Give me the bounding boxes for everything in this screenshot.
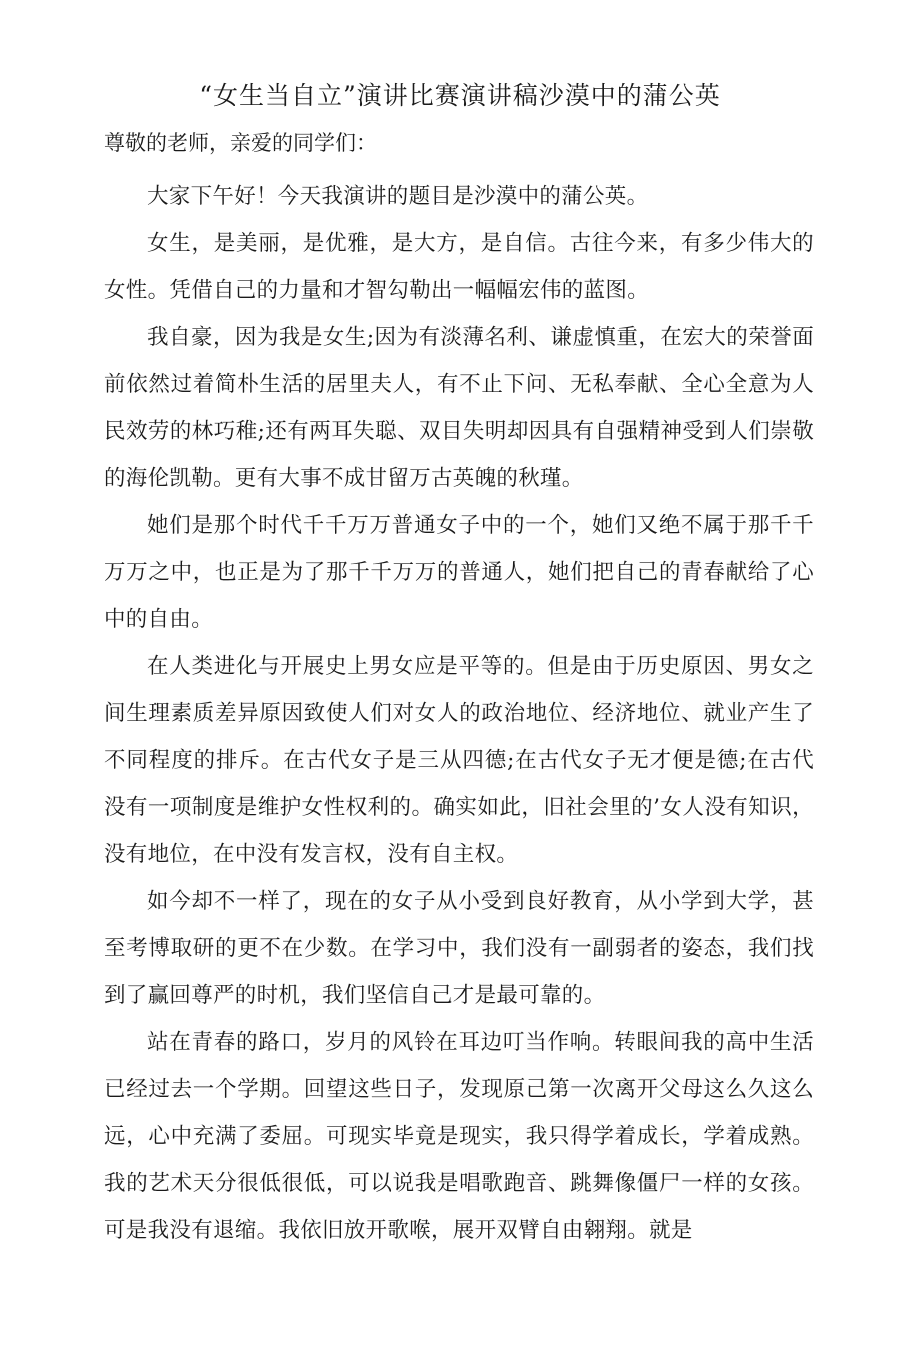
paragraph-women-intro: 女生，是美丽，是优雅，是大方，是自信。古往今来，有多少伟大的女性。凭借自己的力量和才智勾勒出一幅幅宏伟的蓝图。 [104, 231, 814, 303]
paragraph-ordinary-women: 她们是那个时代千千万万普通女子中的一个，她们又绝不属于那千千万万之中，也正是为了那千千万万的普通人，她们把自己的青春献给了心中的自由。 [104, 513, 814, 632]
paragraph-today: 如今却不一样了，现在的女子从小受到良好教育，从小学到大学，甚至考博取研的更不在少数。在学习中，我们没有一副弱者的姿态，我们找到了赢回尊严的时机，我们坚信自己才是最可靠的。 [104, 889, 814, 1008]
paragraph-greeting: 大家下午好！今天我演讲的题目是沙漠中的蒲公英。 [147, 184, 649, 209]
paragraph-youth: 站在青春的路口，岁月的风铃在耳边叮当作响。转眼间我的高中生活已经过去一个学期。回望这些日子，发现原己第一次离开父母这么久这么远，心中充满了委屈。可现实毕竟是现实，我只得学着成长，学着成熟。我的艺术天分很低很低，可以说我是唱歌跑音、跳舞像僵尸一样的女孩。可是我没有退缩。我依旧放开歌喉，展开双臂自由翱翔。就是 [104, 1030, 814, 1243]
document-body [104, 173, 814, 1254]
paragraph-pride: 我自豪，因为我是女生;因为有淡薄名利、谦虚慎重，在宏大的荣誉面前依然过着简朴生活的居里夫人，有不止下问、无私奉献、全心全意为人民效劳的林巧稚;还有两耳失聪、双目失明却因具有自强精神受到人们崇敬的海伦凯勒。更有大事不成甘留万古英魄的秋瑾。 [104, 325, 814, 491]
salutation: 尊敬的老师，亲爱的同学们： [104, 131, 377, 155]
document-title: “女生当自立”演讲比赛演讲稿沙漠中的蒲公英 [199, 81, 721, 110]
paragraph-history: 在人类进化与开展史上男女应是平等的。但是由于历史原因、男女之间生理素质差异原因致使人们对女人的政治地位、经济地位、就业产生了不同程度的排斥。在古代女子是三从四德;在古代女子无才便是德;在古代没有一项制度是维护女性权利的。确实如此，旧社会里的’女人没有知识，没有地位，在中没有发言权，没有自主权。 [104, 654, 814, 867]
